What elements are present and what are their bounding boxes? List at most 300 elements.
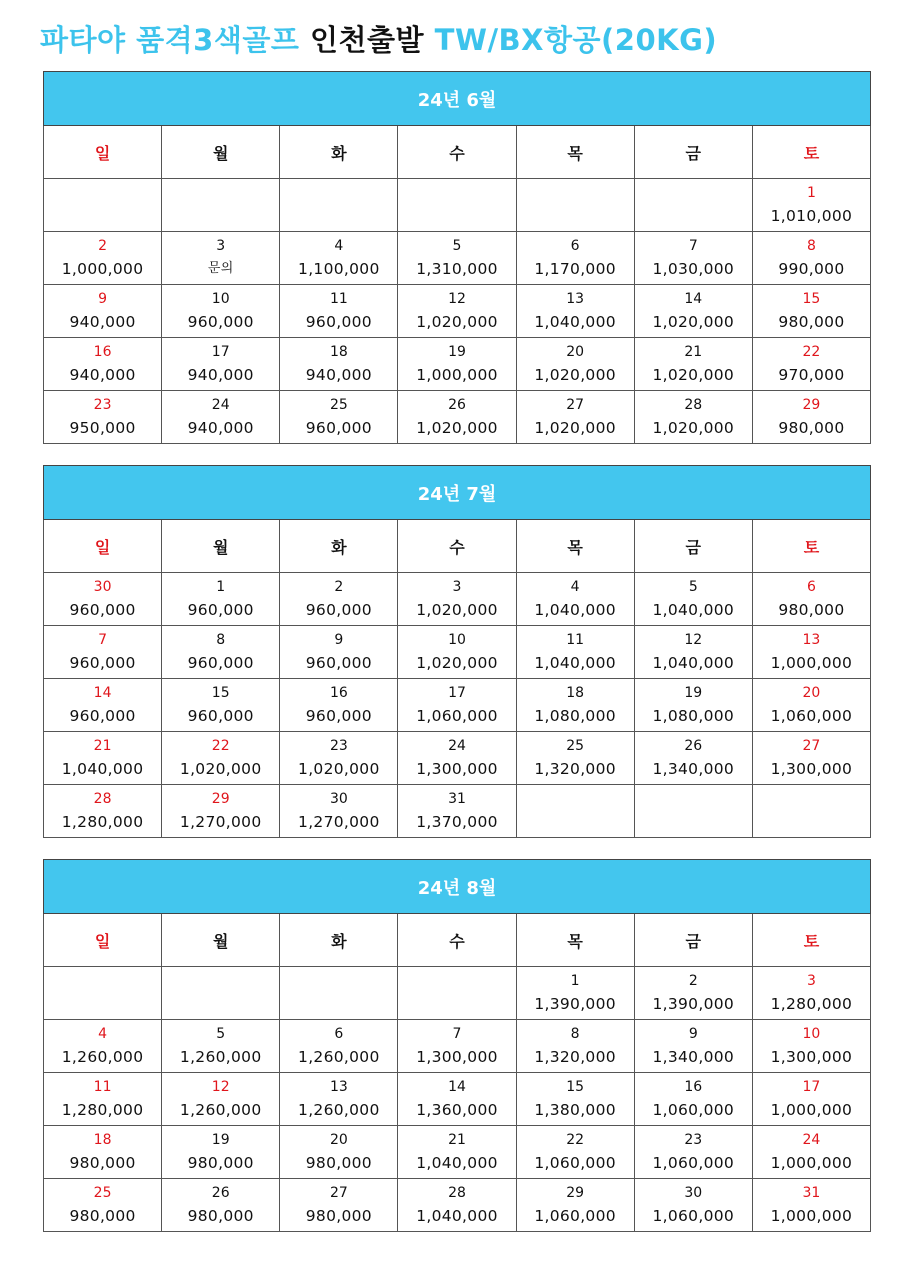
day-price: 980,000 — [187, 1154, 254, 1172]
day-cell — [516, 967, 634, 1020]
day-number: 1 — [806, 185, 816, 201]
day-price: 1,370,000 — [416, 813, 498, 831]
day-price: 1,260,000 — [179, 1101, 262, 1119]
empty-cell — [634, 785, 752, 838]
day-number: 4 — [570, 579, 580, 595]
day-price: 1,040,000 — [534, 313, 616, 331]
day-number: 27 — [329, 1185, 348, 1201]
day-number: 20 — [802, 685, 821, 701]
day-cell — [752, 338, 870, 391]
day-price: 960,000 — [187, 654, 254, 672]
day-price: 960,000 — [69, 601, 136, 619]
day-number: 30 — [329, 791, 348, 807]
day-cell — [516, 232, 634, 285]
day-cell — [752, 1073, 870, 1126]
day-price: 1,040,000 — [534, 601, 616, 619]
weekday-header: 토 — [752, 520, 870, 573]
day-cell — [44, 391, 162, 444]
empty-cell — [162, 179, 280, 232]
day-price: 1,280,000 — [61, 1101, 144, 1119]
day-price: 1,390,000 — [534, 995, 616, 1013]
empty-cell — [162, 967, 280, 1020]
day-cell — [634, 285, 752, 338]
week-row — [44, 179, 871, 232]
day-price: 1,310,000 — [416, 260, 498, 278]
day-price: 1,270,000 — [298, 813, 380, 831]
day-number: 5 — [452, 238, 462, 254]
calendar-june — [43, 71, 871, 444]
page-title — [40, 18, 717, 58]
day-number: 19 — [448, 344, 466, 360]
day-price: 1,300,000 — [770, 760, 853, 778]
day-number: 21 — [93, 738, 112, 754]
day-cell — [516, 573, 634, 626]
day-cell — [634, 232, 752, 285]
day-cell — [634, 573, 752, 626]
day-price: 940,000 — [69, 313, 136, 331]
day-price: 1,060,000 — [652, 1207, 735, 1225]
week-row — [44, 967, 871, 1020]
day-price: 1,320,000 — [534, 1048, 616, 1066]
day-number: 6 — [570, 238, 580, 254]
day-price: 990,000 — [778, 260, 845, 278]
weekday-header: 토 — [752, 914, 870, 967]
day-cell — [516, 391, 634, 444]
week-row — [44, 1126, 871, 1179]
day-cell — [280, 1126, 398, 1179]
day-number: 20 — [329, 1132, 348, 1148]
day-number: 14 — [93, 685, 112, 701]
day-price: 1,320,000 — [534, 760, 616, 778]
day-price: 1,000,000 — [61, 260, 144, 278]
day-price: 1,020,000 — [416, 654, 498, 672]
day-price: 1,260,000 — [179, 1048, 262, 1066]
day-price: 960,000 — [305, 654, 372, 672]
month-header: 24년 6월 — [44, 72, 871, 126]
week-row — [44, 338, 871, 391]
week-row — [44, 626, 871, 679]
day-cell — [162, 1179, 280, 1232]
day-price: 1,080,000 — [652, 707, 735, 725]
week-row — [44, 785, 871, 838]
day-price: 960,000 — [187, 313, 254, 331]
weekday-header: 금 — [634, 914, 752, 967]
empty-cell — [398, 179, 516, 232]
day-price: 1,260,000 — [61, 1048, 144, 1066]
day-cell — [162, 785, 280, 838]
day-price: 960,000 — [187, 601, 254, 619]
day-cell — [398, 1073, 516, 1126]
day-cell — [516, 338, 634, 391]
day-price: 1,000,000 — [770, 1154, 853, 1172]
day-cell — [398, 1126, 516, 1179]
day-number: 11 — [566, 632, 585, 648]
day-cell — [44, 1073, 162, 1126]
day-price: 960,000 — [69, 654, 136, 672]
weekday-header: 화 — [280, 520, 398, 573]
day-cell — [752, 1179, 870, 1232]
week-row — [44, 573, 871, 626]
day-price: 1,040,000 — [416, 1207, 498, 1225]
day-number: 24 — [211, 397, 230, 413]
day-number: 30 — [93, 579, 112, 595]
day-number: 3 — [452, 579, 462, 595]
day-number: 1 — [570, 973, 580, 989]
day-number: 12 — [448, 291, 466, 307]
empty-cell — [398, 967, 516, 1020]
day-cell — [162, 1126, 280, 1179]
day-number: 21 — [684, 344, 703, 360]
day-number: 8 — [570, 1026, 580, 1042]
weekday-header: 토 — [752, 126, 870, 179]
day-number: 18 — [566, 685, 585, 701]
day-cell — [280, 785, 398, 838]
day-number: 12 — [211, 1079, 230, 1095]
weekday-header: 금 — [634, 520, 752, 573]
day-cell — [634, 1073, 752, 1126]
day-cell — [280, 391, 398, 444]
day-cell — [398, 573, 516, 626]
day-price: 960,000 — [69, 707, 136, 725]
day-price: 970,000 — [778, 366, 845, 384]
day-cell — [516, 285, 634, 338]
day-cell — [44, 1126, 162, 1179]
weekday-header: 수 — [398, 126, 516, 179]
day-number: 3 — [806, 973, 816, 989]
day-number: 20 — [566, 344, 585, 360]
day-number: 22 — [566, 1132, 585, 1148]
day-number: 15 — [802, 291, 821, 307]
title-airline: TW/BX항공(20KG) — [434, 23, 718, 57]
day-cell — [516, 1126, 634, 1179]
day-cell — [280, 732, 398, 785]
day-price: 940,000 — [305, 366, 372, 384]
day-number: 6 — [806, 579, 816, 595]
weekday-header: 일 — [44, 520, 162, 573]
day-cell — [44, 1179, 162, 1232]
day-cell — [752, 1020, 870, 1073]
week-row — [44, 1073, 871, 1126]
day-price: 940,000 — [187, 366, 254, 384]
day-price: 1,380,000 — [534, 1101, 616, 1119]
day-number: 16 — [684, 1079, 703, 1095]
week-row — [44, 391, 871, 444]
day-cell — [752, 573, 870, 626]
day-number: 5 — [216, 1026, 226, 1042]
day-number: 24 — [802, 1132, 821, 1148]
day-price: 960,000 — [305, 313, 372, 331]
weekday-header: 일 — [44, 126, 162, 179]
day-number: 25 — [329, 397, 348, 413]
day-cell — [398, 285, 516, 338]
day-number: 7 — [452, 1026, 462, 1042]
day-cell — [162, 338, 280, 391]
day-cell — [752, 232, 870, 285]
day-price: 1,040,000 — [61, 760, 144, 778]
day-cell — [44, 232, 162, 285]
day-number: 31 — [802, 1185, 821, 1201]
day-price: 1,040,000 — [652, 654, 735, 672]
day-cell — [634, 1126, 752, 1179]
day-number: 26 — [448, 397, 466, 413]
day-cell — [44, 573, 162, 626]
day-cell — [44, 285, 162, 338]
title-departure: 인천출발 — [310, 23, 425, 57]
day-cell — [162, 626, 280, 679]
day-number: 31 — [448, 791, 466, 807]
day-number: 30 — [684, 1185, 703, 1201]
day-price: 980,000 — [778, 313, 845, 331]
day-price: 950,000 — [69, 419, 136, 437]
day-price: 1,000,000 — [416, 366, 498, 384]
day-cell — [280, 679, 398, 732]
weekday-header: 목 — [516, 914, 634, 967]
day-number: 8 — [806, 238, 816, 254]
weekday-header: 수 — [398, 914, 516, 967]
day-price: 1,010,000 — [770, 207, 853, 225]
weekday-header: 목 — [516, 520, 634, 573]
day-price: 1,020,000 — [416, 419, 498, 437]
day-number: 28 — [448, 1185, 466, 1201]
week-row — [44, 732, 871, 785]
day-number: 19 — [211, 1132, 230, 1148]
day-cell — [516, 1179, 634, 1232]
day-number: 4 — [334, 238, 344, 254]
day-cell — [398, 1179, 516, 1232]
day-number: 1 — [216, 579, 226, 595]
day-cell — [752, 285, 870, 338]
week-row — [44, 679, 871, 732]
day-cell — [162, 679, 280, 732]
day-number: 27 — [802, 738, 821, 754]
day-number: 28 — [93, 791, 112, 807]
day-price: 1,030,000 — [652, 260, 735, 278]
day-number: 16 — [329, 685, 348, 701]
day-number: 29 — [566, 1185, 585, 1201]
day-number: 18 — [93, 1132, 112, 1148]
day-cell — [398, 338, 516, 391]
empty-cell — [44, 179, 162, 232]
day-number: 22 — [802, 344, 821, 360]
day-price: 980,000 — [69, 1154, 136, 1172]
weekday-header: 수 — [398, 520, 516, 573]
calendar-august — [43, 859, 871, 1232]
day-cell — [752, 967, 870, 1020]
day-number: 6 — [334, 1026, 344, 1042]
day-price: 1,280,000 — [770, 995, 853, 1013]
day-price: 1,040,000 — [534, 654, 616, 672]
day-price: 1,300,000 — [416, 760, 498, 778]
day-cell — [44, 679, 162, 732]
day-price: 960,000 — [187, 707, 254, 725]
weekday-header: 월 — [162, 126, 280, 179]
day-number: 25 — [93, 1185, 112, 1201]
day-price: 문의 — [207, 261, 234, 276]
day-number: 8 — [216, 632, 226, 648]
day-cell — [162, 285, 280, 338]
day-price: 1,040,000 — [416, 1154, 498, 1172]
day-cell — [44, 338, 162, 391]
day-price: 1,040,000 — [652, 601, 735, 619]
day-cell — [162, 391, 280, 444]
day-cell — [44, 732, 162, 785]
day-price: 1,000,000 — [770, 654, 853, 672]
day-number: 9 — [98, 291, 108, 307]
day-price: 1,020,000 — [416, 313, 498, 331]
day-number: 11 — [329, 291, 348, 307]
title-product: 파타야 품격3색골프 — [40, 23, 300, 57]
day-number: 16 — [93, 344, 112, 360]
day-number: 15 — [566, 1079, 585, 1095]
day-number: 13 — [329, 1079, 348, 1095]
day-cell — [398, 232, 516, 285]
calendar-july — [43, 465, 871, 838]
day-cell — [634, 679, 752, 732]
day-number: 3 — [216, 238, 226, 254]
day-cell — [162, 573, 280, 626]
day-price: 1,060,000 — [770, 707, 853, 725]
day-number: 19 — [684, 685, 703, 701]
day-price: 1,060,000 — [652, 1101, 735, 1119]
day-number: 7 — [98, 632, 108, 648]
day-cell — [634, 338, 752, 391]
day-number: 15 — [211, 685, 230, 701]
day-cell — [752, 679, 870, 732]
weekday-header: 화 — [280, 126, 398, 179]
day-cell — [752, 391, 870, 444]
day-price: 1,390,000 — [652, 995, 735, 1013]
day-price: 1,020,000 — [298, 760, 380, 778]
day-cell — [280, 626, 398, 679]
day-price: 980,000 — [187, 1207, 254, 1225]
day-cell — [398, 785, 516, 838]
empty-cell — [280, 179, 398, 232]
day-number: 29 — [802, 397, 821, 413]
day-cell — [398, 626, 516, 679]
day-cell — [398, 391, 516, 444]
day-cell — [280, 338, 398, 391]
day-cell — [634, 626, 752, 679]
day-number: 23 — [329, 738, 348, 754]
day-number: 28 — [684, 397, 703, 413]
day-price: 1,300,000 — [770, 1048, 853, 1066]
day-cell — [162, 1020, 280, 1073]
day-price: 1,260,000 — [298, 1048, 380, 1066]
day-price: 1,020,000 — [652, 313, 735, 331]
day-price: 940,000 — [187, 419, 254, 437]
day-cell — [162, 1073, 280, 1126]
day-number: 18 — [329, 344, 348, 360]
day-price: 1,280,000 — [61, 813, 144, 831]
day-cell — [280, 232, 398, 285]
weekday-header: 금 — [634, 126, 752, 179]
day-price: 1,270,000 — [179, 813, 262, 831]
day-price: 1,020,000 — [652, 366, 735, 384]
day-number: 10 — [211, 291, 230, 307]
day-price: 1,340,000 — [652, 1048, 735, 1066]
day-number: 12 — [684, 632, 703, 648]
empty-cell — [280, 967, 398, 1020]
day-number: 4 — [98, 1026, 108, 1042]
day-cell — [752, 626, 870, 679]
day-price: 980,000 — [305, 1154, 372, 1172]
day-number: 17 — [448, 685, 466, 701]
day-cell — [634, 1020, 752, 1073]
day-number: 27 — [566, 397, 585, 413]
day-price: 1,260,000 — [298, 1101, 380, 1119]
day-number: 10 — [802, 1026, 821, 1042]
day-cell — [44, 785, 162, 838]
day-cell — [44, 626, 162, 679]
day-number: 10 — [448, 632, 466, 648]
day-number: 7 — [688, 238, 698, 254]
day-number: 29 — [211, 791, 230, 807]
day-cell — [516, 732, 634, 785]
day-cell — [280, 1179, 398, 1232]
day-cell — [280, 1073, 398, 1126]
day-price: 1,000,000 — [770, 1207, 853, 1225]
day-price: 1,300,000 — [416, 1048, 498, 1066]
day-price: 1,060,000 — [416, 707, 498, 725]
day-price: 1,060,000 — [652, 1154, 735, 1172]
day-price: 1,060,000 — [534, 1154, 616, 1172]
day-number: 5 — [688, 579, 698, 595]
day-cell — [398, 1020, 516, 1073]
day-number: 26 — [684, 738, 703, 754]
day-price: 1,080,000 — [534, 707, 616, 725]
day-price: 960,000 — [305, 707, 372, 725]
day-number: 23 — [93, 397, 112, 413]
empty-cell — [516, 179, 634, 232]
empty-cell — [516, 785, 634, 838]
day-number: 21 — [448, 1132, 466, 1148]
weekday-header: 목 — [516, 126, 634, 179]
day-number: 17 — [211, 344, 230, 360]
day-price: 1,170,000 — [534, 260, 616, 278]
day-cell — [634, 1179, 752, 1232]
day-number: 9 — [334, 632, 344, 648]
day-number: 23 — [684, 1132, 703, 1148]
day-cell — [398, 679, 516, 732]
weekday-header: 화 — [280, 914, 398, 967]
day-number: 2 — [688, 973, 698, 989]
empty-cell — [634, 179, 752, 232]
day-price: 980,000 — [778, 601, 845, 619]
day-price: 1,100,000 — [298, 260, 380, 278]
day-number: 17 — [802, 1079, 821, 1095]
empty-cell — [752, 785, 870, 838]
day-number: 22 — [211, 738, 230, 754]
day-cell — [516, 1020, 634, 1073]
week-row — [44, 1020, 871, 1073]
day-price: 980,000 — [778, 419, 845, 437]
day-price: 1,060,000 — [534, 1207, 616, 1225]
day-price: 1,020,000 — [416, 601, 498, 619]
day-price: 980,000 — [305, 1207, 372, 1225]
day-price: 980,000 — [69, 1207, 136, 1225]
day-price: 940,000 — [69, 366, 136, 384]
day-number: 2 — [334, 579, 344, 595]
day-cell — [280, 285, 398, 338]
day-cell — [280, 573, 398, 626]
day-number: 13 — [566, 291, 585, 307]
day-number: 26 — [211, 1185, 230, 1201]
day-cell — [752, 732, 870, 785]
day-number: 24 — [448, 738, 466, 754]
day-price: 960,000 — [305, 601, 372, 619]
day-cell — [516, 626, 634, 679]
weekday-header: 일 — [44, 914, 162, 967]
